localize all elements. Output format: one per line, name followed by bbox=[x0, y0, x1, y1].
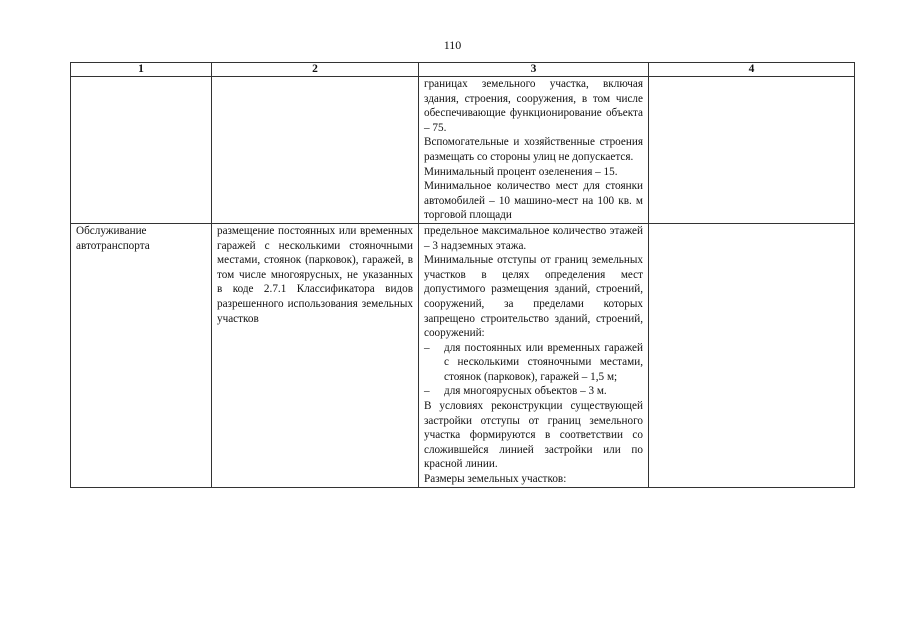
page-number: 110 bbox=[443, 38, 462, 52]
row2-parameters-cell bbox=[419, 223, 649, 487]
plot-sizes-paragraph: Размеры земельных участков: bbox=[424, 473, 567, 486]
dash-marker: – bbox=[424, 385, 430, 398]
regulations-table bbox=[70, 62, 855, 488]
list-item-text: для многоярусных объектов – 3 м. bbox=[444, 385, 607, 398]
row1-use-type-cell bbox=[71, 77, 212, 224]
row1-param-paragraph: Вспомогательные и хозяйственные строения размещать со стороны улиц не допускается. bbox=[424, 136, 643, 163]
row1-param-paragraph: Минимальное количество мест для стоянки автомобилей – 10 машино-мест на 100 кв. м торговой площади bbox=[424, 180, 643, 222]
use-type-name: Обслуживание автотранспорта bbox=[76, 224, 150, 252]
row2-notes-cell bbox=[649, 223, 855, 487]
setbacks-list bbox=[424, 341, 643, 399]
column-header-1: 1 bbox=[71, 63, 212, 77]
column-header-4: 4 bbox=[649, 63, 855, 77]
row1-parameters-cell bbox=[419, 77, 649, 224]
table-row bbox=[71, 77, 855, 224]
dash-marker: – bbox=[424, 341, 430, 354]
row2-description-cell bbox=[212, 223, 419, 487]
row1-notes-cell bbox=[649, 77, 855, 224]
row1-description-cell bbox=[212, 77, 419, 224]
column-header-3: 3 bbox=[419, 63, 649, 77]
use-description: размещение постоянных или временных гаражей с несколькими стояночными местами, стоянок (парковок), гаражей, в том числе многоярусных, не указанных в коде 2.7.1 Классификатора видов разрешенного использования земельных участков bbox=[217, 224, 413, 325]
table-row bbox=[71, 223, 855, 487]
min-setbacks-paragraph: Минимальные отступы от границ земельных участков в целях определения мест допустимого размещения зданий, строений, сооружений, за пределами которых запрещено строительство зданий, строений, сооружений: bbox=[424, 254, 643, 340]
max-floors-paragraph: предельное максимальное количество этажей – 3 надземных этажа. bbox=[424, 224, 643, 252]
list-item bbox=[424, 384, 643, 399]
row1-param-paragraph: границах земельного участка, включая здания, строения, сооружения, в том числе обеспечивающие функционирование объекта – 75. bbox=[424, 78, 643, 134]
row2-use-type-cell bbox=[71, 223, 212, 487]
reconstruction-paragraph: В условиях реконструкции существующей застройки отступы от границ земельного участка формируются в соответствии со сложившейся линией застройки или по красной линии. bbox=[424, 400, 643, 471]
row1-param-paragraph: Минимальный процент озеленения – 15. bbox=[424, 165, 618, 178]
list-item-text: для постоянных или временных гаражей с несколькими стояночными местами, стоянок (парковок), гаражей – 1,5 м; bbox=[444, 341, 643, 383]
table-header-row bbox=[71, 63, 855, 77]
list-item bbox=[424, 341, 643, 385]
column-header-2: 2 bbox=[212, 63, 419, 77]
